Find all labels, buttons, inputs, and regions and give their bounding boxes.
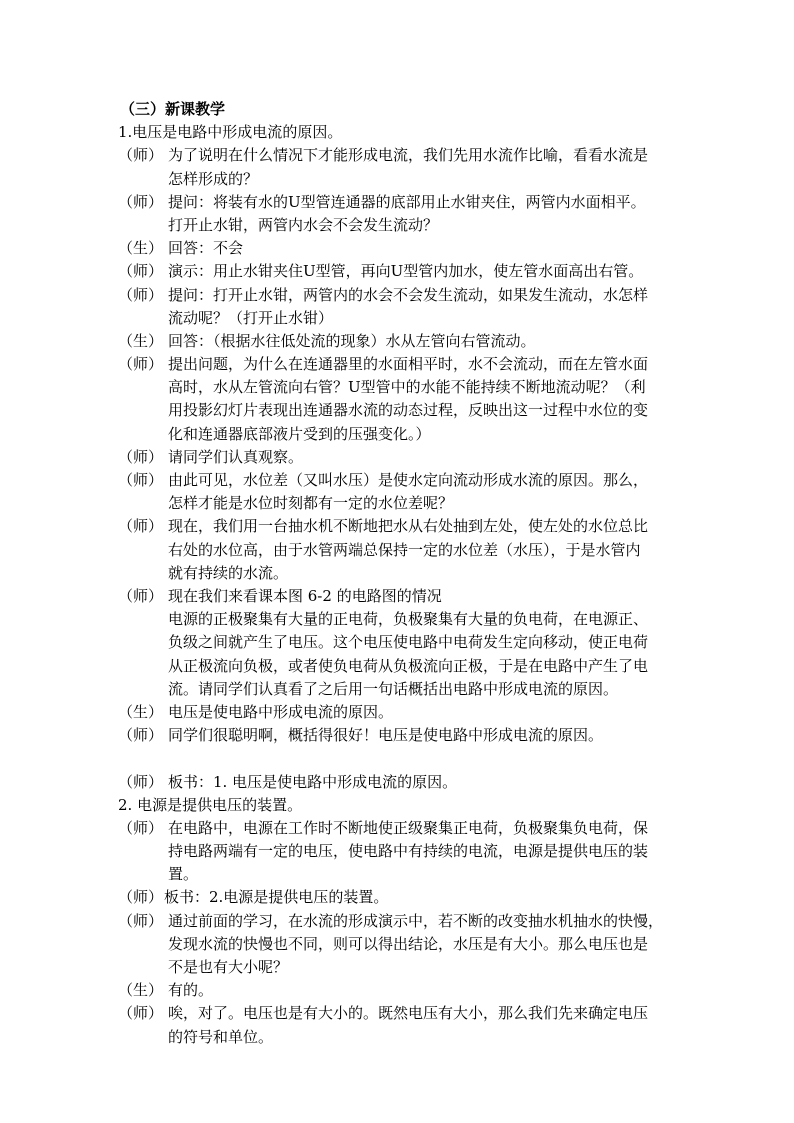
paragraph <box>118 979 678 1002</box>
text-line: 打开止水钳，两管内水会不会发生流动？ <box>168 215 439 234</box>
paragraph <box>118 144 678 190</box>
speaker-label: （师） <box>118 355 164 374</box>
paragraph-body <box>168 817 678 887</box>
text-line: 发现水流的快慢也不同，则可以得出结论，水压是有大小。那么电压也是 <box>168 934 649 953</box>
paragraph-list <box>118 121 678 1049</box>
text-line: 置。 <box>168 865 199 884</box>
paragraph-body <box>168 446 678 469</box>
text-line: 负级之间就产生了电压。这个电压使电路中电荷发生定向移动，使正电荷 <box>168 633 649 652</box>
paragraph <box>118 446 678 469</box>
paragraph <box>118 260 678 283</box>
text-line: 有的。 <box>168 981 214 1000</box>
paragraph <box>118 701 678 724</box>
text-line: 就有持续的水流。 <box>168 563 289 582</box>
paragraph <box>118 771 678 794</box>
section-title: （三）新课教学 <box>120 100 226 118</box>
text-line: 在电路中，电源在工作时不断地使正级聚集正电荷，负极聚集负电荷，保 <box>168 818 649 837</box>
paragraph <box>118 284 678 330</box>
paragraph <box>118 794 678 817</box>
speaker-label: （师） <box>118 146 164 165</box>
speaker-label: （师） <box>118 911 164 930</box>
speaker-label: （生） <box>118 239 164 258</box>
text-line: 现在，我们用一台抽水机不断地把水从右处抽到左处，使左处的水位总比 <box>168 517 649 536</box>
text-line: 通过前面的学习，在水流的形成演示中，若不断的改变抽水机抽水的快慢， <box>168 911 664 930</box>
paragraph <box>118 724 678 747</box>
paragraph-body <box>168 191 678 237</box>
paragraph-body <box>164 886 678 909</box>
text-line: 同学们很聪明啊，概括得很好！电压是使电路中形成电流的原因。 <box>168 726 604 745</box>
paragraph <box>118 747 678 770</box>
paragraph <box>118 1002 678 1048</box>
paragraph-body <box>168 330 678 353</box>
paragraph <box>118 353 678 446</box>
speaker-label: （师） <box>118 818 164 837</box>
speaker-label: （师） <box>118 587 164 605</box>
text-line: 由此可见，水位差（又叫水压）是使水定向流动形成水流的原因。那么， <box>168 471 649 490</box>
speaker-label: （师） <box>118 447 164 466</box>
speaker-label: （师） <box>118 471 164 490</box>
text-line: 化和连通器底部液片受到的压强变化。） <box>168 424 431 443</box>
paragraph-body <box>168 979 678 1002</box>
paragraph-body <box>168 260 678 283</box>
numbered-heading: 1.电压是电路中形成电流的原因。 <box>118 123 343 142</box>
paragraph-body <box>168 353 678 446</box>
text-line: 板书：2.电源是提供电压的装置。 <box>164 888 389 907</box>
paragraph-body <box>168 585 678 701</box>
text-line: 不是也有大小呢？ <box>168 958 289 977</box>
text-line: 回答：（根据水往低处流的现象）水从左管向右管流动。 <box>168 331 536 350</box>
paragraph <box>118 817 678 887</box>
text-line: 从正极流向负极，或者使负电荷从负极流向正极，于是在电路中产生了电 <box>168 656 649 675</box>
paragraph <box>118 910 678 980</box>
text-line: 流。请同学们认真看了之后用一句话概括出电路中形成电流的原因。 <box>168 679 619 698</box>
speaker-label: （师） <box>118 888 164 907</box>
paragraph <box>118 515 678 585</box>
speaker-label: （师） <box>118 192 164 211</box>
paragraph-body <box>168 515 678 585</box>
speaker-label: （师） <box>118 285 164 304</box>
paragraph <box>118 330 678 353</box>
paragraph-body <box>168 469 678 515</box>
text-line: 用投影幻灯片表现出连通器水流的动态过程，反映出这一过程中水位的变 <box>168 401 649 420</box>
paragraph <box>118 886 678 909</box>
text-line: 提问：打开止水钳，两管内的水会不会发生流动，如果发生流动，水怎样 <box>168 285 649 304</box>
text-line: 板书：1. 电压是使电路中形成电流的原因。 <box>168 772 458 791</box>
paragraph-body <box>168 771 678 794</box>
text-line: 右处的水位高，由于水管两端总保持一定的水位差（水压），于是水管内 <box>168 540 641 559</box>
paragraph-body <box>168 237 678 260</box>
paragraph-body <box>168 144 678 190</box>
text-line: 流动呢？（打开止水钳） <box>168 308 334 327</box>
lesson-text <box>118 98 678 1049</box>
text-line: 怎样才能是水位时刻都有一定的水位差呢？ <box>168 494 454 513</box>
text-line: 怎样形成的？ <box>168 169 259 188</box>
speaker-label: （师） <box>118 517 164 536</box>
text-line: 回答：不会 <box>168 239 244 258</box>
text-line: 电源的正极聚集有大量的正电荷，负极聚集有大量的负电荷，在电源正、 <box>168 610 649 629</box>
text-line: 提问：将装有水的U型管连通器的底部用止水钳夹住，两管内水面相平。 <box>168 192 646 211</box>
paragraph <box>118 237 678 260</box>
speaker-label: （生） <box>118 702 164 721</box>
text-line: 请同学们认真观察。 <box>168 447 304 466</box>
blank-line <box>118 747 678 770</box>
paragraph-body <box>168 910 678 980</box>
text-line: 电压是使电路中形成电流的原因。 <box>168 702 394 721</box>
paragraph-body <box>168 724 678 747</box>
text-line: 高时，水从左管流向右管？U型管中的水能不能持续不断地流动呢？（利 <box>168 378 646 397</box>
numbered-heading: 2. 电源是提供电压的装置。 <box>118 795 303 814</box>
paragraph <box>118 585 678 701</box>
speaker-label: （师） <box>118 726 164 745</box>
paragraph <box>118 469 678 515</box>
text-line: 持电路两端有一定的电压，使电路中有持续的电流，电源是提供电压的装 <box>168 842 649 861</box>
text-line: 的符号和单位。 <box>168 1027 274 1046</box>
text-line: 提出问题，为什么在连通器里的水面相平时，水不会流动，而在左管水面 <box>168 355 649 374</box>
paragraph-body <box>168 1002 678 1048</box>
text-line: 唉，对了。电压也是有大小的。既然电压有大小，那么我们先来确定电压 <box>168 1004 649 1023</box>
speaker-label: （师） <box>118 1004 164 1023</box>
text-line: 为了说明在什么情况下才能形成电流，我们先用水流作比喻，看看水流是 <box>168 146 649 165</box>
paragraph-body <box>168 284 678 330</box>
speaker-label: （生） <box>118 981 164 1000</box>
text-line: 演示：用止水钳夹住U型管，再向U型管内加水，使左管水面高出右管。 <box>168 262 644 281</box>
text-line: 现在我们来看课本图 6-2 的电路图的情况 <box>168 587 442 605</box>
speaker-label: （生） <box>118 331 164 350</box>
paragraph <box>118 121 678 144</box>
paragraph <box>118 191 678 237</box>
speaker-label: （师） <box>118 772 164 791</box>
speaker-label: （师） <box>118 262 164 281</box>
paragraph-body <box>168 701 678 724</box>
